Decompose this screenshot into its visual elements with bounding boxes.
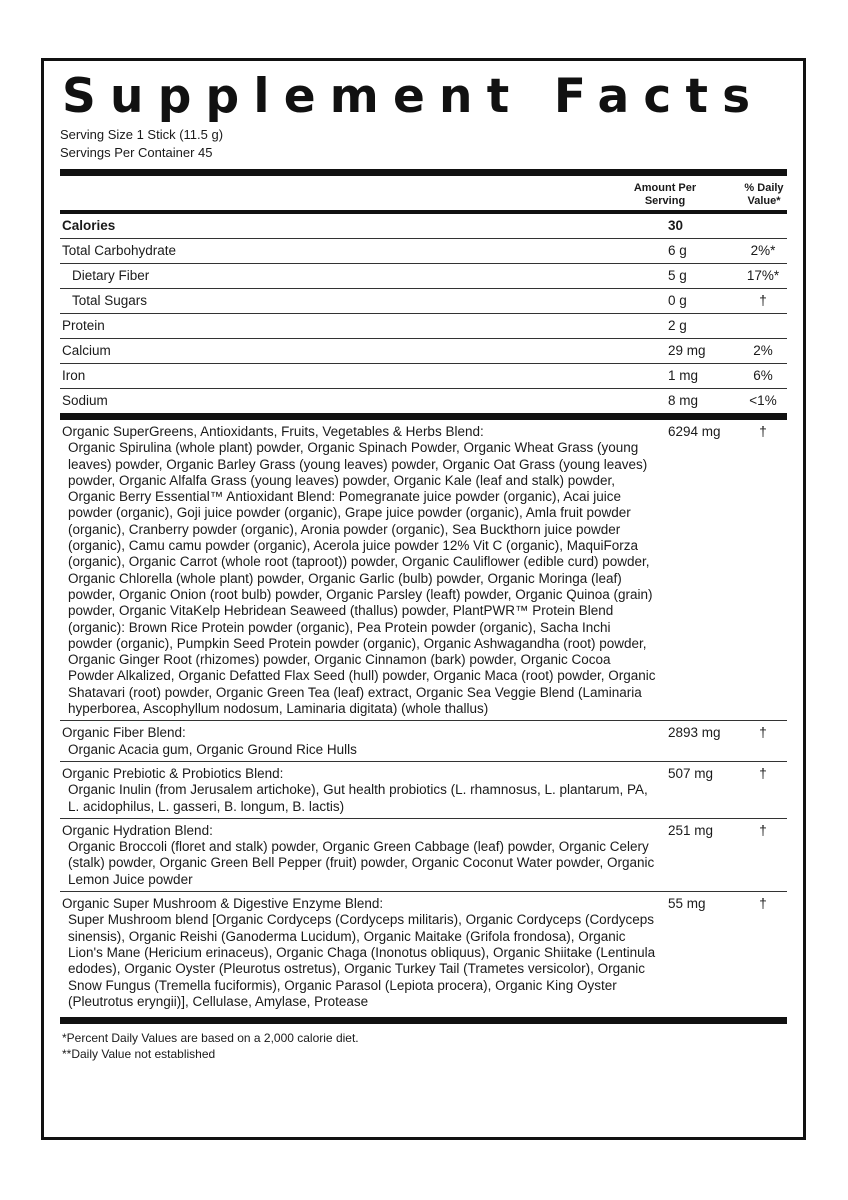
footnotes [60, 1030, 787, 1062]
blend-name: Organic SuperGreens, Antioxidants, Fruits, Vegetables & Herbs Blend: [62, 424, 484, 439]
nutrient-amount: 30 [668, 218, 684, 233]
nutrient-row [60, 339, 787, 363]
panel-title: Supplement Facts [62, 69, 765, 124]
divider-thick [60, 413, 787, 420]
nutrient-name: Total Carbohydrate [62, 243, 177, 258]
divider-thick [60, 1017, 787, 1024]
nutrient-amount: 2 g [668, 318, 687, 333]
nutrient-dv: † [759, 293, 767, 308]
nutrient-dv: 2%* [750, 243, 776, 258]
nutrient-amount: 1 mg [668, 368, 699, 383]
blend-amount: 6294 mg [668, 424, 721, 439]
blend-row [60, 819, 787, 891]
blend-ingredients: Organic Acacia gum, Organic Ground Rice Hulls [68, 741, 357, 757]
column-header [60, 176, 787, 210]
nutrient-row [60, 364, 787, 388]
nutrient-name: Protein [62, 318, 105, 333]
nutrient-name: Iron [62, 368, 86, 383]
nutrient-dv: 17%* [746, 268, 780, 283]
blend-row [60, 892, 787, 1013]
footnote-daily-value: *Percent Daily Values are based on a 2,000 calorie diet. [62, 1031, 359, 1046]
supplement-facts-panel [41, 58, 806, 1140]
blend-amount: 251 mg [668, 822, 714, 838]
nutrient-dv: 2% [753, 343, 773, 358]
nutrient-row [60, 389, 787, 413]
blend-ingredients: Organic Spirulina (whole plant) powder, Organic Spinach Powder, Organic Wheat Grass (young leaves) powder, Organic Barley Grass (young leaves) powder, Organic Oat Grass (young leaves) powder, Organic Alfalfa Grass (young leaves) powder, Organic Kale (leaf and stalk) powder, Organic Berry Essential™ Antioxidant Blend: Pomegranate juice powder (organic), Acai juice powder (organic), Goji juice powder (organic), Grape juice powder (organic), Amla fruit powder (organic), Cranberry powder (organic), Aronia powder (organic), Sea Buckthorn juice powder (organic), Camu camu powder (organic), Acerola juice powder 12% Vit C (organic), MaquiForza (organic), Organic Carrot (whole root (taproot)) powder, Organic Cauliflower (edible curd) powder, Organic Chlorella (whole plant) powder, Organic Garlic (bulb) powder, Organic Moringa (leaf) powder, Organic Onion (root bulb) powder, Organic Parsley (leaft) powder, Organic Quinoa (grain) powder, Organic VitaKelp Hebridean Seaweed (thallus) powder, PlantPWR™ Protein Blend (organic): Brown Rice Protein powder (organic), Pea Protein powder (organic), Sacha Inchi powder (organic), Pumpkin Seed Protein powder (organic), Organic Ashwagandha (root) powder, Organic Ginger Root (rhizomes) powder, Organic Cinnamon (bark) powder, Organic Cocoa Powder Alkalized, Organic Defatted Flax Seed (hull) powder, Organic Maca (root) powder, Organic Shatavari (root) powder, Organic Green Tea (leaf) extract, Organic Sea Veggie Blend (Laminaria hyperborea, Ascophyllum nodosum, Laminaria digitata) (whole thallus) [68, 440, 656, 717]
daily-value-header: % Daily Value* [744, 182, 784, 207]
blend-name: Organic Super Mushroom & Digestive Enzyme Blend: [62, 896, 384, 912]
nutrient-name: Calories [62, 218, 116, 233]
nutrient-name: Calcium [62, 343, 111, 358]
blend-amount: 2893 mg [668, 725, 721, 741]
blend-name: Organic Fiber Blend: [62, 725, 186, 741]
nutrient-row [60, 239, 787, 263]
blend-dv: † [759, 896, 767, 912]
servings-per-container: Servings Per Container 45 [60, 145, 213, 160]
blend-dv: † [759, 424, 767, 439]
nutrient-row [60, 289, 787, 313]
blend-dv: † [759, 765, 767, 781]
blend-name: Organic Prebiotic & Probiotics Blend: [62, 765, 284, 781]
nutrient-amount: 0 g [668, 293, 687, 308]
footnote-not-established: **Daily Value not established [62, 1047, 216, 1062]
nutrient-row [60, 314, 787, 338]
serving-size: Serving Size 1 Stick (11.5 g) [60, 127, 224, 142]
blend-amount: 507 mg [668, 765, 714, 781]
blend-dv: † [759, 725, 767, 741]
nutrient-amount: 29 mg [668, 343, 706, 358]
blend-ingredients: Organic Broccoli (floret and stalk) powder, Organic Green Cabbage (leaf) powder, Organic Celery (stalk) powder, Organic Green Bell Pepper (fruit) powder, Organic Coconut Water powder, Organic Lemon Juice powder [68, 839, 655, 887]
blend-row [60, 762, 787, 818]
nutrient-amount: 8 mg [668, 393, 699, 408]
divider-thick [60, 169, 787, 176]
nutrient-name: Dietary Fiber [72, 268, 150, 283]
nutrient-row [60, 214, 787, 238]
blend-ingredients: Super Mushroom blend [Organic Cordyceps (Cordyceps militaris), Organic Cordyceps (Cordyceps sinensis), Organic Reishi (Ganoderma Lucidum), Organic Maitake (Grifola frondosa), Organic Lion's Mane (Hericium erinaceus), Organic Chaga (Inonotus obliquus), Organic Shiitake (Lentinula edodes), Organic Oyster (Pleurotus ostretus), Organic Turkey Tail (Trametes versicolor), Organic Snow Fungus (Tremella fuciformis), Organic Parasol (Lepiota procera), Organic King Oyster (Pleutrotus eryngii)], Cellulase, Amylase, Protease [68, 912, 656, 1009]
amount-header: Amount Per Serving [633, 182, 697, 207]
nutrient-dv: 6% [753, 368, 773, 383]
blend-dv: † [759, 822, 767, 838]
nutrient-name: Total Sugars [72, 293, 148, 308]
blend-amount: 55 mg [668, 896, 706, 912]
panel-content [60, 69, 787, 1062]
nutrient-row [60, 264, 787, 288]
nutrient-amount: 5 g [668, 268, 687, 283]
blend-ingredients: Organic Inulin (from Jerusalem artichoke), Gut health probiotics (L. rhamnosus, L. plantarum, PA, L. acidophilus, L. gasseri, B. longum, B. lactis) [68, 782, 648, 814]
blend-row [60, 420, 787, 720]
nutrient-name: Sodium [62, 393, 108, 408]
nutrient-dv: <1% [749, 393, 777, 408]
blend-row [60, 721, 787, 761]
nutrient-amount: 6 g [668, 243, 687, 258]
blend-name: Organic Hydration Blend: [62, 822, 213, 838]
